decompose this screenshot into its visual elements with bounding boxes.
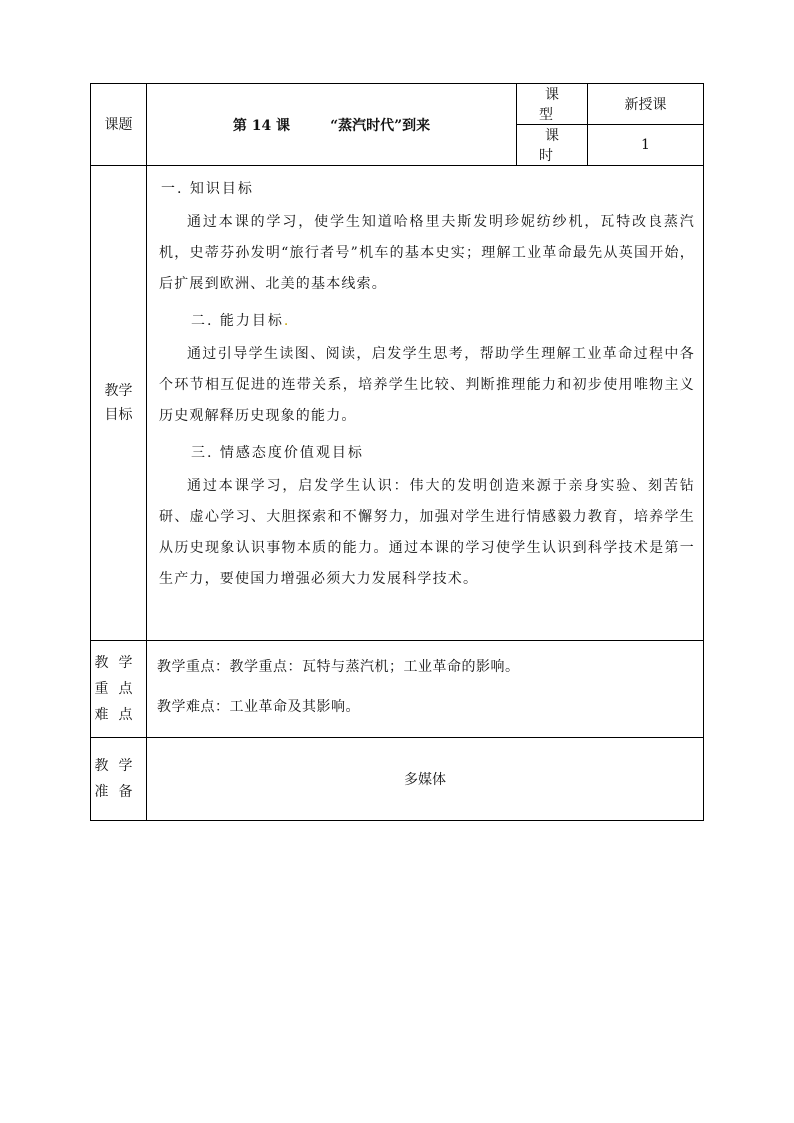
ability-heading-dot: . (283, 313, 291, 329)
focus-text: 教学重点：教学重点：瓦特与蒸汽机；工业革命的影响。 (157, 659, 520, 675)
lesson-number: 第 14 课 (232, 117, 291, 134)
preparation-value: 多媒体 (404, 772, 446, 788)
keypoints-label-line1: 教学 (94, 655, 143, 671)
preparation-label-line1: 教学 (94, 758, 143, 774)
goals-label-line1: 教学 (104, 383, 133, 399)
type-label-cell (517, 84, 588, 125)
preparation-label (91, 738, 147, 821)
type-value-cell (588, 84, 704, 125)
emotion-text: 通过本课学习，启发学生认识：伟大的发明创造来源于亲身实验、刻苦钻研、虚心学习、大胆探索和不懈努力，加强对学生进行情感毅力教育，培养学生从历史现象认识事物本质的能力。通过本课的学习使学生认识到科学技术是第一生产力，要使国力增强必须大力发展科学技术。 (159, 478, 695, 587)
knowledge-heading: 一. 知识目标 (161, 181, 254, 197)
difficulty-text: 教学难点：工业革命及其影响。 (157, 699, 360, 715)
knowledge-text: 通过本课的学习，使学生知道哈格里夫斯发明珍妮纺纱机，瓦特改良蒸汽机，史蒂芬孙发明“旅行者号”机车的基本史实；理解工业革命最先从英国开始，后扩展到欧洲、北美的基本线索。 (159, 214, 695, 292)
goals-content (147, 166, 704, 641)
lesson-title-text: “蒸汽时代”到来 (330, 117, 431, 134)
keypoints-label-line3: 难点 (94, 707, 143, 723)
keypoints-label (91, 641, 147, 738)
ability-heading-text: 二. 能力目标 (191, 313, 284, 329)
emotion-heading: 三. 情感态度价值观目标 (191, 445, 364, 461)
lesson-title (147, 84, 517, 166)
preparation-content (147, 738, 704, 821)
lesson-plan-table (90, 83, 704, 821)
goals-label-line2: 目标 (104, 407, 133, 423)
hours-value: 1 (641, 137, 650, 153)
ability-text: 通过引导学生读图、阅读，启发学生思考，帮助学生理解工业革命过程中各个环节相互促进的连带关系，培养学生比较、判断推理能力和初步使用唯物主义历史观解释历史现象的能力。 (159, 346, 695, 424)
keypoints-label-line2: 重点 (94, 681, 143, 697)
hours-label-cell (517, 125, 588, 166)
ability-heading (159, 306, 695, 337)
hours-label: 课 时 (539, 128, 571, 164)
topic-label (91, 84, 147, 166)
hours-value-cell (588, 125, 704, 166)
preparation-label-line2: 准备 (94, 784, 143, 800)
type-value: 新授课 (624, 97, 667, 113)
type-label: 课 型 (539, 87, 571, 123)
keypoints-content (147, 641, 704, 738)
goals-label (91, 166, 147, 641)
topic-label-text: 课题 (104, 116, 133, 133)
